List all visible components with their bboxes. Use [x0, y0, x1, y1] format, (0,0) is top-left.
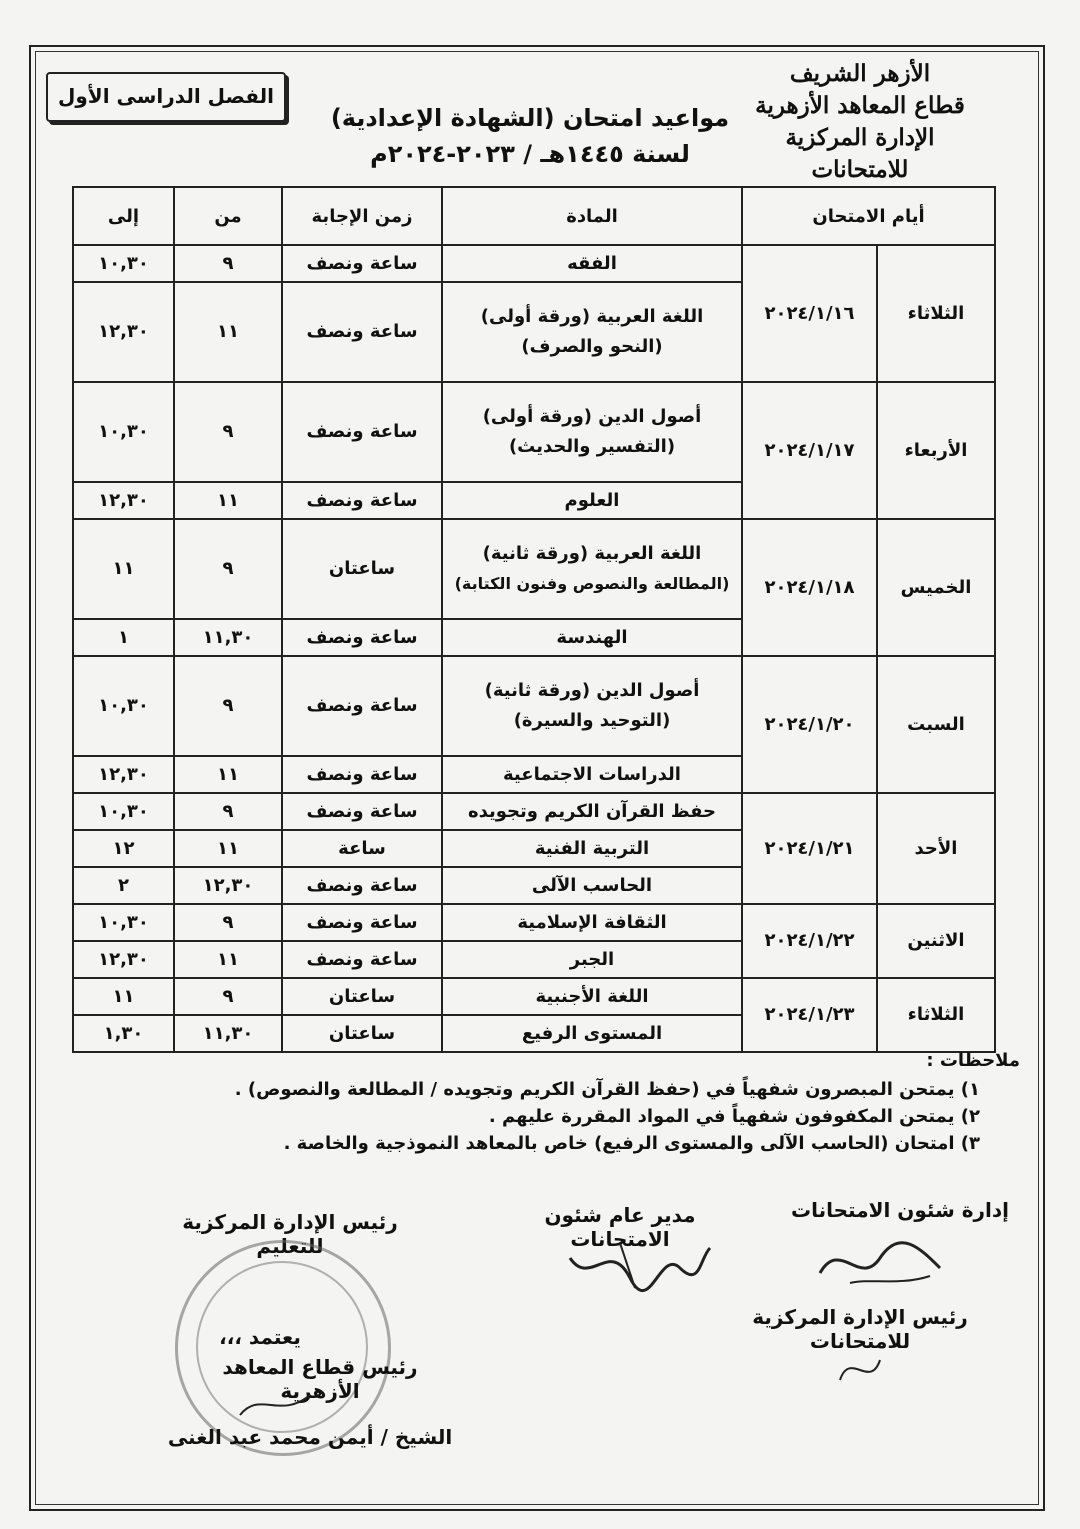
subject-cell: الدراسات الاجتماعية — [442, 756, 742, 793]
subject-line: اللغة العربية (ورقة ثانية) — [482, 542, 702, 564]
duration-cell: ساعتان — [282, 978, 442, 1015]
duration-cell: ساعة ونصف — [282, 482, 442, 519]
date-cell: ٢٠٢٤/١/٢٢ — [742, 904, 877, 978]
day-cell: الأحد — [877, 793, 995, 904]
sig-general-manager: مدير عام شئون الامتحانات — [544, 1203, 696, 1251]
subject-line: (التفسير والحديث) — [508, 435, 676, 457]
subject-cell: الجبر — [442, 941, 742, 978]
from-cell: ٩ — [174, 656, 282, 756]
to-cell: ١٢,٣٠ — [73, 941, 174, 978]
duration-cell: ساعة ونصف — [282, 245, 442, 282]
duration-cell: ساعة ونصف — [282, 382, 442, 482]
from-cell: ٩ — [174, 978, 282, 1015]
sig-central-admin-exams: رئيس الإدارة المركزية للامتحانات — [752, 1305, 968, 1353]
subject-line: (النحو والصرف) — [521, 335, 663, 357]
table-header-row — [73, 187, 995, 245]
date-cell: ٢٠٢٤/١/١٧ — [742, 382, 877, 519]
date-cell: ٢٠٢٤/١/٢٠ — [742, 656, 877, 793]
header-exam-days: أيام الامتحان — [742, 187, 995, 245]
to-cell: ١٢,٣٠ — [73, 756, 174, 793]
semester-label: الفصل الدراسى الأول — [46, 72, 286, 122]
duration-cell: ساعة ونصف — [282, 941, 442, 978]
to-cell: ١,٣٠ — [73, 1015, 174, 1052]
signature-scrawl-icon — [230, 1385, 320, 1425]
duration-cell: ساعتان — [282, 1015, 442, 1052]
to-cell: ١ — [73, 619, 174, 656]
table-row — [73, 904, 995, 941]
duration-cell: ساعة ونصف — [282, 656, 442, 756]
from-cell: ١١ — [174, 830, 282, 867]
signature-scrawl-icon — [830, 1340, 890, 1400]
subject-cell — [442, 656, 742, 756]
subject-cell: حفظ القرآن الكريم وتجويده — [442, 793, 742, 830]
header-duration: زمن الإجابة — [282, 187, 442, 245]
duration-cell: ساعة ونصف — [282, 904, 442, 941]
duration-cell: ساعة ونصف — [282, 867, 442, 904]
date-cell: ٢٠٢٤/١/١٨ — [742, 519, 877, 656]
duration-cell: ساعة ونصف — [282, 793, 442, 830]
org-line-3: الإدارة المركزية للامتحانات — [785, 124, 935, 183]
from-cell: ١١,٣٠ — [174, 1015, 282, 1052]
table-row — [73, 978, 995, 1015]
to-cell: ٢ — [73, 867, 174, 904]
from-cell: ٩ — [174, 245, 282, 282]
to-cell: ١٢,٣٠ — [73, 482, 174, 519]
table-row — [73, 245, 995, 282]
document-subtitle: لسنة ١٤٤٥هـ / ٢٠٢٣-٢٠٢٤م — [370, 140, 690, 168]
note-item: ١) يمتحن المبصرون شفهياً في (حفظ القرآن الكريم وتجويده / المطالعة والنصوص) . — [234, 1079, 980, 1100]
sheikh-name: الشيخ / أيمن محمد عبد الغنى — [167, 1425, 453, 1449]
from-cell: ١١ — [174, 482, 282, 519]
duration-cell: ساعتان — [282, 519, 442, 619]
header-subject: المادة — [442, 187, 742, 245]
subject-line: اللغة العربية (ورقة أولى) — [480, 305, 704, 327]
table-row — [73, 793, 995, 830]
notes-section — [60, 1050, 1020, 1160]
from-cell: ١١ — [174, 282, 282, 382]
subject-cell — [442, 382, 742, 482]
subject-cell: التربية الفنية — [442, 830, 742, 867]
duration-cell: ساعة ونصف — [282, 756, 442, 793]
day-cell: الخميس — [877, 519, 995, 656]
to-cell: ١٠,٣٠ — [73, 793, 174, 830]
to-cell: ١٠,٣٠ — [73, 245, 174, 282]
sig-central-admin-education: رئيس الإدارة المركزية للتعليم — [182, 1210, 398, 1258]
signature-scrawl-icon — [810, 1228, 950, 1298]
duration-cell: ساعة — [282, 830, 442, 867]
table-row — [73, 519, 995, 619]
from-cell: ١١,٣٠ — [174, 619, 282, 656]
day-cell: السبت — [877, 656, 995, 793]
subject-line: (التوحيد والسيرة) — [513, 709, 671, 731]
subject-cell: المستوى الرفيع — [442, 1015, 742, 1052]
to-cell: ١٠,٣٠ — [73, 382, 174, 482]
date-cell: ٢٠٢٤/١/٢١ — [742, 793, 877, 904]
from-cell: ٩ — [174, 904, 282, 941]
note-item: ٣) امتحان (الحاسب الآلى والمستوى الرفيع) خاص بالمعاهد النموذجية والخاصة . — [283, 1133, 980, 1154]
subject-cell: الهندسة — [442, 619, 742, 656]
from-cell: ١٢,٣٠ — [174, 867, 282, 904]
table-row — [73, 656, 995, 756]
from-cell: ٩ — [174, 793, 282, 830]
sig-sector-head: رئيس قطاع المعاهد الأزهرية — [222, 1355, 418, 1403]
to-cell: ١٢ — [73, 830, 174, 867]
subject-line: أصول الدين (ورقة أولى) — [482, 405, 702, 427]
subject-cell: الحاسب الآلى — [442, 867, 742, 904]
subject-cell — [442, 282, 742, 382]
duration-cell: ساعة ونصف — [282, 619, 442, 656]
date-cell: ٢٠٢٤/١/٢٣ — [742, 978, 877, 1052]
day-cell: الأربعاء — [877, 382, 995, 519]
sig-exams-admin: إدارة شئون الامتحانات — [791, 1198, 1009, 1222]
exam-schedule-table — [72, 186, 996, 1053]
from-cell: ١١ — [174, 756, 282, 793]
to-cell: ١٠,٣٠ — [73, 656, 174, 756]
duration-cell: ساعة ونصف — [282, 282, 442, 382]
subject-cell: الثقافة الإسلامية — [442, 904, 742, 941]
to-cell: ١٢,٣٠ — [73, 282, 174, 382]
org-line-2: قطاع المعاهد الأزهرية — [755, 92, 965, 119]
day-cell: الثلاثاء — [877, 978, 995, 1052]
note-item: ٢) يمتحن المكفوفون شفهياً في المواد المقررة عليهم . — [488, 1106, 980, 1127]
subject-cell: العلوم — [442, 482, 742, 519]
to-cell: ١٠,٣٠ — [73, 904, 174, 941]
header-to: إلى — [73, 187, 174, 245]
approved-label: يعتمد ،،، — [219, 1325, 301, 1349]
from-cell: ٩ — [174, 382, 282, 482]
to-cell: ١١ — [73, 519, 174, 619]
subject-line: أصول الدين (ورقة ثانية) — [484, 679, 700, 701]
document-title-block — [330, 100, 730, 172]
notes-title: ملاحظات : — [926, 1050, 1020, 1071]
day-cell: الثلاثاء — [877, 245, 995, 382]
date-cell: ٢٠٢٤/١/١٦ — [742, 245, 877, 382]
document-title: مواعيد امتحان (الشهادة الإعدادية) — [330, 104, 730, 132]
to-cell: ١١ — [73, 978, 174, 1015]
header-from: من — [174, 187, 282, 245]
org-line-1: الأزهر الشريف — [789, 60, 931, 87]
day-cell: الاثنين — [877, 904, 995, 978]
table-row — [73, 382, 995, 482]
subject-line: (المطالعة والنصوص وفنون الكتابة) — [454, 573, 730, 593]
subject-cell — [442, 519, 742, 619]
subject-cell: الفقه — [442, 245, 742, 282]
from-cell: ١١ — [174, 941, 282, 978]
organization-header — [735, 58, 985, 186]
subject-cell: اللغة الأجنبية — [442, 978, 742, 1015]
signature-scrawl-icon — [560, 1228, 720, 1308]
from-cell: ٩ — [174, 519, 282, 619]
